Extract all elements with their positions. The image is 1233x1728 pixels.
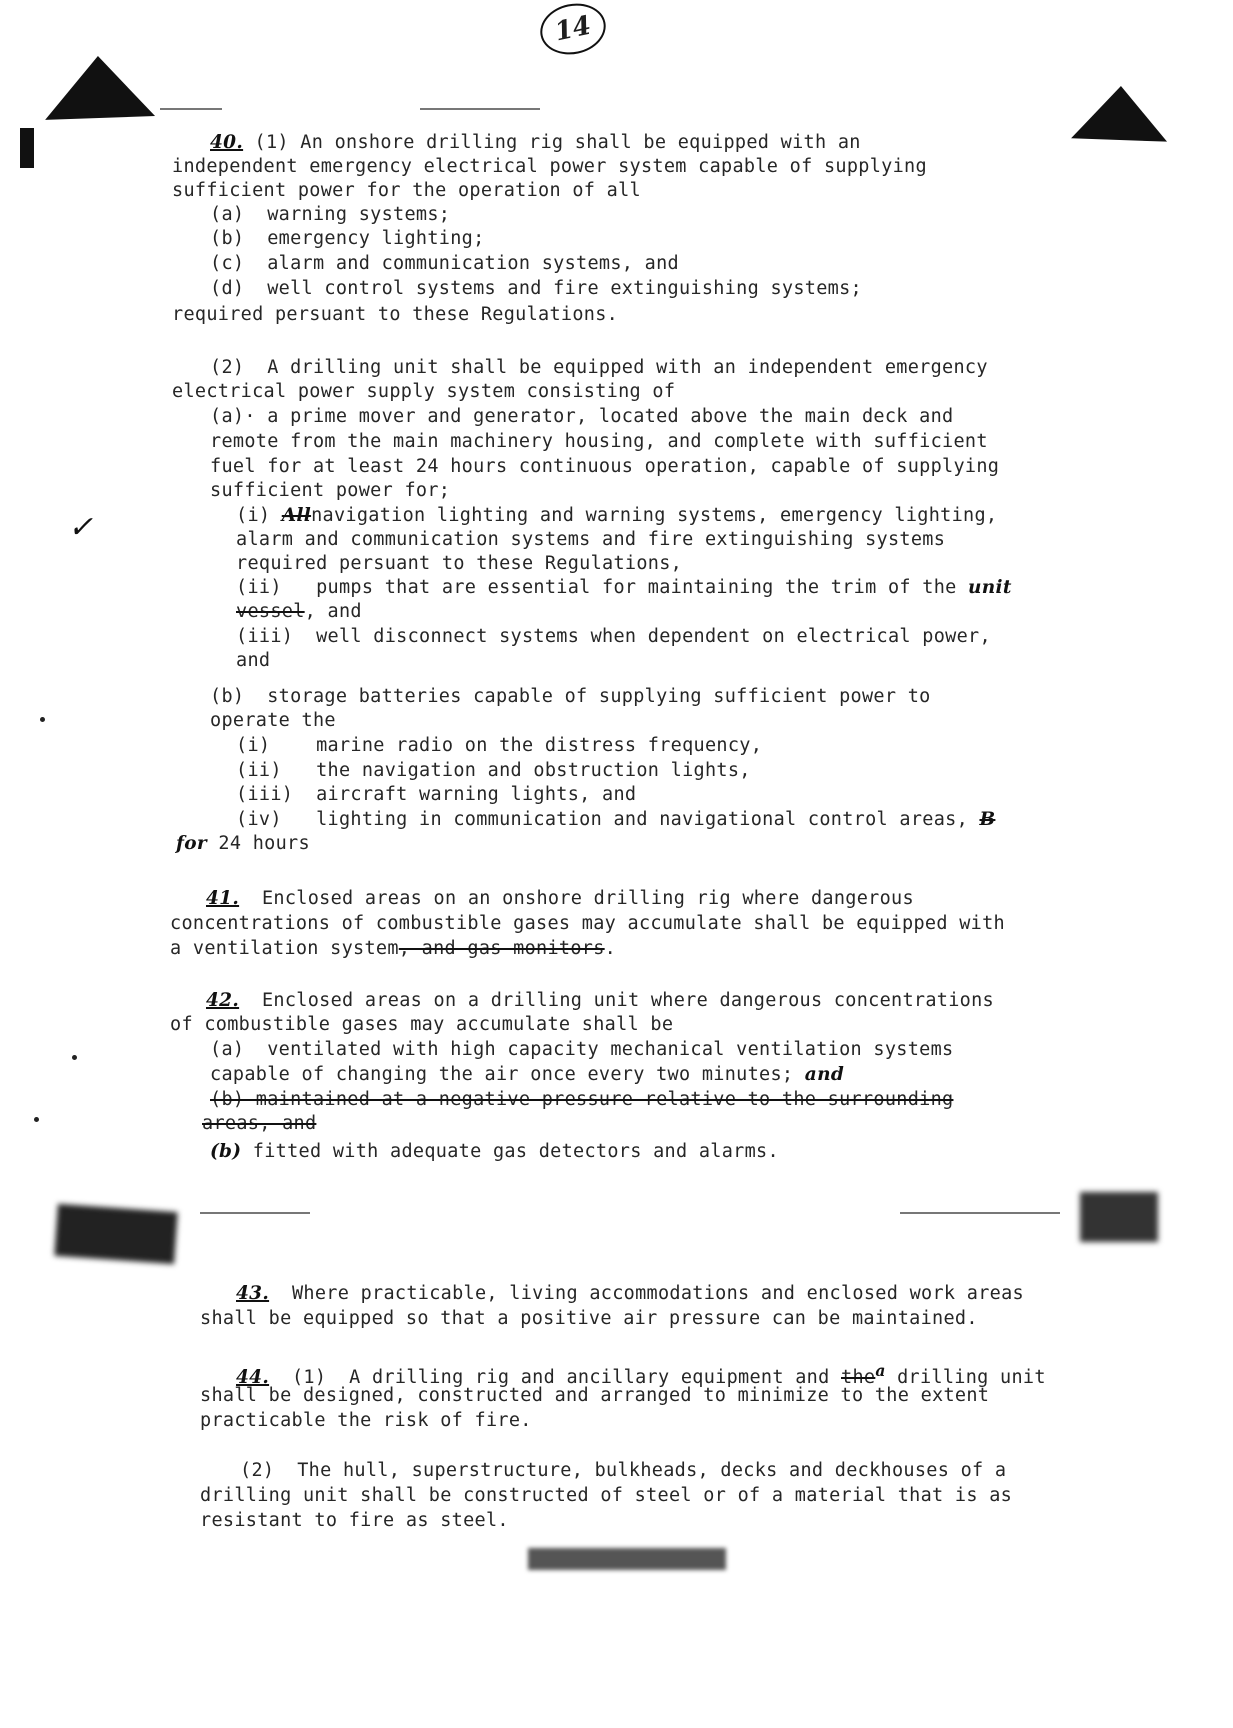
clause-a-line-1: (a)· a prime mover and generator, located above the main deck and	[210, 406, 954, 427]
section-40-close: required persuant to these Regulations.	[172, 304, 619, 325]
item-b-iv	[236, 809, 995, 831]
text: capable of changing the air once every two minutes;	[210, 1064, 805, 1085]
subsection-2-line-2: electrical power supply system consisting of	[172, 381, 676, 402]
item-b-iii: (iii) aircraft warning lights, and	[236, 784, 637, 805]
section-44-line-3: practicable the risk of fire.	[200, 1410, 532, 1431]
section-40-line-3: sufficient power for the operation of all	[172, 180, 641, 201]
clause-a-line-4: sufficient power for;	[210, 480, 451, 501]
item-iii-line-2: and	[236, 650, 271, 671]
section-42-line-2: of combustible gases may accumulate shall be	[170, 1014, 674, 1035]
subsection-2-line-1: (2) A drilling unit shall be equipped with an independent emergency	[210, 357, 988, 378]
text: (iv) lighting in communication and navigational control areas,	[236, 809, 980, 830]
text: navigation lighting and warning systems, emergency lighting,	[311, 505, 998, 526]
registration-mark-left	[43, 54, 155, 120]
check-mark: ✓	[68, 510, 94, 545]
text: Enclosed areas on a drilling unit where dangerous concentrations	[239, 990, 994, 1011]
scan-speck	[40, 717, 45, 722]
text: .	[604, 938, 617, 959]
item-i-line-1	[236, 505, 997, 527]
handwritten-insert: unit	[968, 577, 1012, 598]
struck-word: All	[281, 505, 312, 526]
scan-speck	[34, 1117, 39, 1122]
section-41-line-1	[206, 888, 914, 910]
struck-word: vessel	[236, 601, 305, 622]
clause-a-line-2: remote from the main machinery housing, and complete with sufficient	[210, 431, 988, 452]
text: (i)	[236, 505, 282, 526]
handwritten-insert: and	[804, 1064, 845, 1085]
clause-b-line-1: (b) storage batteries capable of supplying sufficient power to	[210, 686, 931, 707]
clause-a-line-2	[210, 1064, 844, 1086]
section-number-44: 44.	[236, 1367, 270, 1389]
struck-word: the	[841, 1367, 876, 1389]
section-44-subsection-2-line-1: (2) The hull, superstructure, bulkheads, decks and deckhouses of a	[240, 1460, 1007, 1481]
section-40-line-1	[210, 132, 861, 154]
section-number-40: 40.	[210, 132, 244, 153]
text: 24 hours	[206, 833, 310, 854]
text: (1) A drilling rig and ancillary equipment and	[269, 1367, 841, 1389]
scan-smudge	[54, 1204, 177, 1264]
struck-word: B	[979, 809, 996, 830]
scan-speck	[72, 1055, 77, 1060]
clause-c	[210, 1141, 779, 1163]
section-number-41: 41.	[206, 888, 240, 909]
item-iii-line-1: (iii) well disconnect systems when dependent on electrical power,	[236, 626, 991, 647]
text: , and	[304, 601, 362, 622]
clause-a-line-3: fuel for at least 24 hours continuous operation, capable of supplying	[210, 456, 1000, 477]
section-number-43: 43.	[236, 1283, 270, 1304]
section-41-line-3	[170, 938, 616, 960]
page-number-mark	[536, 0, 611, 60]
text: fitted with adequate gas detectors and alarms.	[241, 1141, 779, 1162]
scan-edge-mark	[20, 128, 34, 168]
clause-d: (d) well control systems and fire extinguishing systems;	[210, 278, 862, 299]
scan-rule	[160, 108, 222, 110]
item-ii-line-1	[236, 577, 1012, 599]
section-43-line-2: shall be equipped so that a positive air pressure can be maintained.	[200, 1308, 978, 1329]
clause-b-line-2: operate the	[210, 710, 336, 731]
section-44-line-2: shall be designed, constructed and arranged to minimize to the extent	[200, 1385, 990, 1406]
struck-phrase: , and gas monitors	[398, 938, 605, 959]
section-44-subsection-2-line-3: resistant to fire as steel.	[200, 1510, 509, 1531]
text: Enclosed areas on an onshore drilling rig where dangerous	[239, 888, 914, 909]
handwritten-insert: a	[875, 1362, 886, 1380]
item-b-i: (i) marine radio on the distress frequency,	[236, 735, 763, 756]
scan-rule	[200, 1212, 310, 1214]
registration-mark-right	[1071, 84, 1169, 141]
section-44-subsection-2-line-2: drilling unit shall be constructed of steel or of a material that is as	[200, 1485, 1013, 1506]
clause-c: (c) alarm and communication systems, and	[210, 253, 679, 274]
scan-rule	[900, 1212, 1060, 1214]
item-ii-line-2	[236, 601, 362, 623]
duration-line	[176, 833, 310, 855]
section-number-42: 42.	[206, 990, 240, 1011]
struck-clause-line-2: areas, and	[202, 1113, 317, 1134]
text: a ventilation system	[170, 938, 399, 959]
text: drilling unit	[885, 1367, 1046, 1389]
handwritten-label: (b)	[210, 1141, 242, 1162]
handwritten-insert: for	[176, 833, 207, 854]
section-42-line-1	[206, 990, 994, 1012]
section-43-line-1	[236, 1283, 1024, 1305]
scan-smudge	[528, 1548, 726, 1570]
item-i-line-2: alarm and communication systems and fire extinguishing systems	[236, 529, 946, 550]
item-i-line-3: required persuant to these Regulations,	[236, 553, 683, 574]
text: (1) An onshore drilling rig shall be equipped with an	[243, 132, 861, 153]
page-number: 14	[552, 10, 594, 48]
section-40-line-2: independent emergency electrical power system capable of supplying	[172, 156, 927, 177]
text: (ii) pumps that are essential for maintaining the trim of the	[236, 577, 969, 598]
struck-clause-line-1: (b) maintained at a negative pressure relative to the surrounding	[210, 1089, 954, 1110]
clause-a: (a) warning systems;	[210, 204, 451, 225]
clause-b: (b) emergency lighting;	[210, 228, 485, 249]
scan-smudge	[1080, 1192, 1158, 1242]
item-b-ii: (ii) the navigation and obstruction lights,	[236, 760, 751, 781]
text: Where practicable, living accommodations and enclosed work areas	[269, 1283, 1024, 1304]
scan-rule	[420, 108, 540, 110]
clause-a-line-1: (a) ventilated with high capacity mechanical ventilation systems	[210, 1039, 954, 1060]
section-41-line-2: concentrations of combustible gases may accumulate shall be equipped with	[170, 913, 1005, 934]
